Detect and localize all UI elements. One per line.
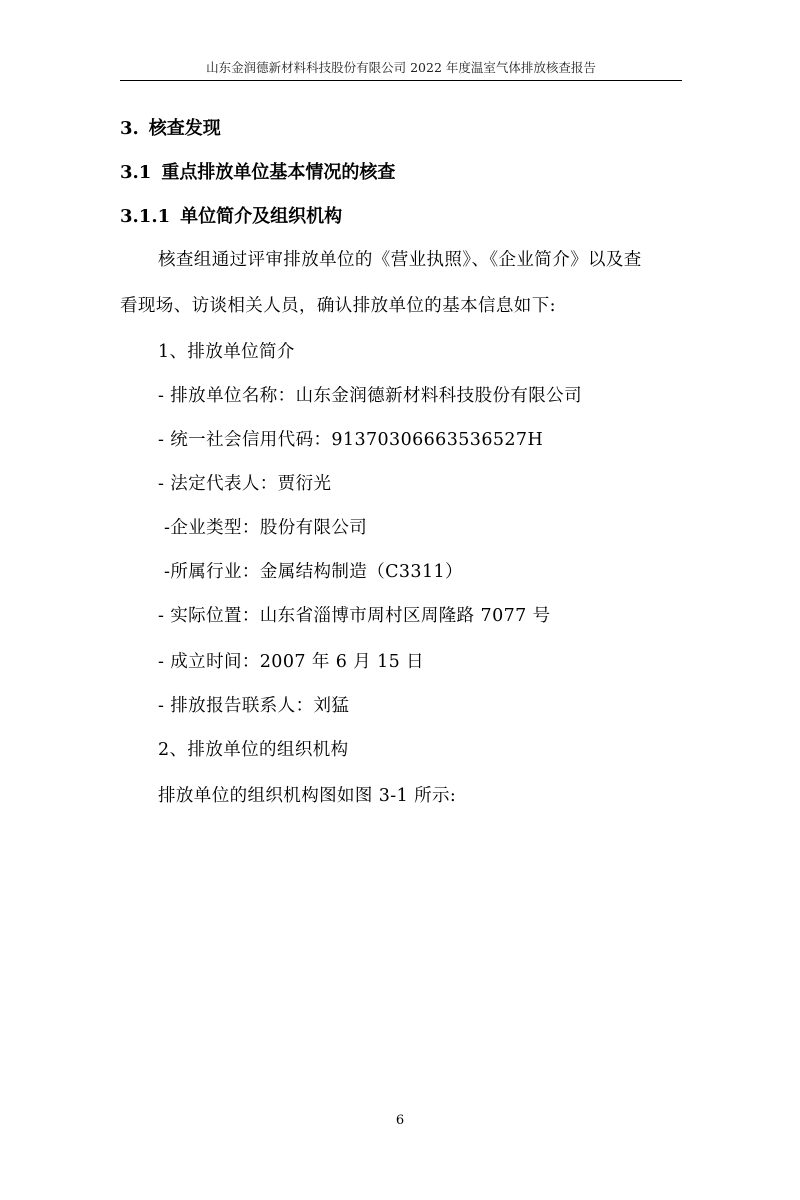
heading-title: 重点排放单位基本情况的核查	[161, 162, 396, 183]
field-location: - 实际位置：山东省淄博市周村区周隆路 7077 号	[158, 606, 551, 626]
field-established-date: - 成立时间：2007 年 6 月 15 日	[158, 652, 425, 672]
field-company-type: -企业类型：股份有限公司	[164, 518, 368, 538]
field-report-contact: - 排放报告联系人：刘猛	[158, 696, 350, 716]
heading-section-3-1	[120, 158, 395, 184]
heading-title: 单位简介及组织机构	[180, 206, 343, 227]
item-1-title: 1、排放单位简介	[158, 342, 295, 362]
running-header: 山东金润德新材料科技股份有限公司 2022 年度温室气体排放核查报告	[206, 60, 596, 75]
field-industry: -所属行业：金属结构制造（C3311）	[164, 562, 463, 582]
intro-paragraph-line-1: 核查组通过评审排放单位的《营业执照》、《企业简介》以及查	[158, 250, 642, 270]
intro-paragraph-line-2: 看现场、访谈相关人员，确认排放单位的基本信息如下:	[120, 296, 556, 316]
heading-number: 3.1.1	[120, 206, 171, 227]
field-legal-representative: - 法定代表人：贾衍光	[158, 474, 332, 494]
heading-number: 3.1	[120, 162, 152, 183]
field-credit-code: - 统一社会信用代码：91370306663536527H	[158, 430, 544, 450]
header-rule	[120, 80, 682, 81]
heading-section-3-1-1	[120, 202, 342, 228]
org-chart-reference: 排放单位的组织机构图如图 3-1 所示:	[158, 786, 457, 806]
heading-section-3	[120, 114, 221, 140]
field-emitter-name: - 排放单位名称：山东金润德新材料科技股份有限公司	[158, 386, 582, 406]
item-2-title: 2、排放单位的组织机构	[158, 740, 349, 760]
page-number: 6	[395, 1113, 405, 1128]
heading-title: 核查发现	[148, 118, 221, 139]
heading-number: 3.	[120, 118, 139, 139]
